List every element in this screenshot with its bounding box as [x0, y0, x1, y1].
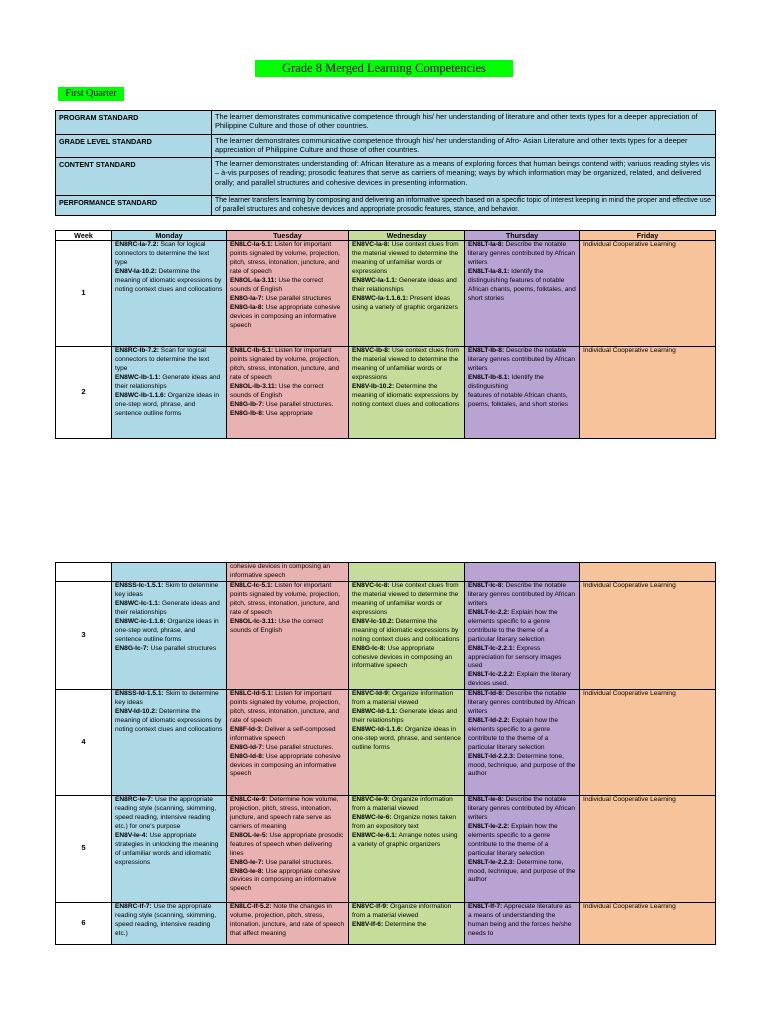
- standard-label: GRADE LEVEL STANDARD: [56, 135, 212, 158]
- tuesday-cell: EN8LC-Ib-5.1: Listen for important points signaled by volume, projection, pitch, stress, intonation, juncture, and rate of speech EN8OL-Ib-3.11: Use the correct sounds of English EN8G-Ib-7: Use parallel structures. EN8G-Ib-8: Use appropriate: [227, 347, 349, 439]
- standard-label: PROGRAM STANDARD: [56, 111, 212, 135]
- header-monday: Monday: [112, 231, 227, 241]
- week-number: 6: [56, 902, 112, 944]
- thursday-cell: EN8LT-Id-8: Describe the notable literary genres contributed by African writers EN8LT-Id-2.2: Explain how the elements specific to a genre contribute to the theme of a particular literary selection EN8LT-Id-2.2.3: Determine tone, mood, technique, and purpose of the author: [465, 689, 580, 795]
- wednesday-cell: EN8VC-Ie-9: Organize information from a material viewed EN8WC-Ie-6: Organize notes taken from an expository text EN8WC-Ie-6.1: Arrange notes using a variety of graphic organizers: [349, 795, 465, 902]
- week-number: 3: [56, 581, 112, 689]
- standards-table: [55, 110, 716, 216]
- friday-cell: Individual Cooperative Learning: [580, 795, 716, 902]
- week-row: [56, 581, 716, 689]
- page-title: Grade 8 Merged Learning Competencies: [255, 60, 513, 77]
- monday-cell: EN8RC-Ia-7.2: Scan for logical connectors to determine the text type EN8V-Ia-10.2: Determine the meaning of idiomatic expressions by noting context clues and collocations: [112, 241, 227, 347]
- standard-row: [56, 135, 716, 158]
- friday-cell: Individual Cooperative Learning: [580, 241, 716, 347]
- standard-label: CONTENT STANDARD: [56, 158, 212, 196]
- monday-cell: [112, 563, 227, 582]
- week-number: 1: [56, 241, 112, 347]
- quarter-label: First Quarter: [58, 87, 124, 101]
- standard-text: The learner demonstrates communicative competence through his/ her understanding of Afro- Asian Literature and other texts types for a deeper appreciation of Philippine Culture and those of other countries.: [212, 135, 716, 158]
- weekly-table-1: [55, 230, 716, 439]
- friday-cell: [580, 563, 716, 582]
- wednesday-cell: EN8VC-If-9: Organize information from a material viewed EN8V-If-6: Determine the: [349, 902, 465, 944]
- tuesday-cell: EN8LC-Ic-5.1: Listen for important points signaled by volume, projection, pitch, stress, intonation, juncture, and rate of speech EN8OL-Ic-3.11: Use the correct sounds of English: [227, 581, 349, 689]
- week-row: [56, 902, 716, 944]
- header-wednesday: Wednesday: [349, 231, 465, 241]
- standard-row: [56, 158, 716, 196]
- tuesday-cell: cohesive devices in composing an informative speech: [227, 563, 349, 582]
- monday-cell: EN8RC-Ie-7: Use the appropriate reading style (scanning, skimming, speed reading, intensive reading etc.) for one's purpose EN8V-Ie-4: Use appropriate strategies in unlocking the meaning of unfamiliar words and idiomatic expressions: [112, 795, 227, 902]
- thursday-cell: EN8LT-Ie-8: Describe the notable literary genres contributed by African writers EN8LT-Ie-2.2: Explain how the elements specific to a genre contribute to the theme of a particular literary selection EN8LT-Ie-2.2.3: Determine tone, mood, technique, and purpose of the author: [465, 795, 580, 902]
- friday-cell: Individual Cooperative Learning: [580, 689, 716, 795]
- tuesday-cell: EN8LC-Id-5.1: Listen for important points signaled by volume, projection, pitch, stress, intonation, juncture, and rate of speech EN8F-Id-3: Deliver a self-composed informative speech EN8G-Id-7: Use parallel structures. EN8G-Id-8: Use appropriate cohesive devices in composing an informative speech: [227, 689, 349, 795]
- week-row: [56, 241, 716, 347]
- wednesday-cell: EN8VC-Id-9: Organize information from a material viewed EN8WC-Id-1.1: Generate ideas and their relationships EN8WC-Id-1.1.6: Organize ideas in one-step word, phrase, and sentence outline forms: [349, 689, 465, 795]
- header-friday: Friday: [580, 231, 716, 241]
- thursday-cell: EN8LT-Ia-8: Describe the notable literary genres contributed by African writers EN8LT-Ia-8.1: Identify the distinguishing features of notable African chants, poems, folktales, and short stories: [465, 241, 580, 347]
- header-row: [56, 231, 716, 241]
- wednesday-cell: [349, 563, 465, 582]
- standard-text: The learner demonstrates understanding of: African literature as a means of exploring forces that human beings contend with; variuos reading styles vis – à-vis purposes of reading; prosodic features that serve as carriers of meaning; ways by which information may be organized, related, and delivered orally; and parallel structures and cohesive devices in presenting information.: [212, 158, 716, 196]
- weekly-table-2: [55, 562, 716, 945]
- week-row: [56, 689, 716, 795]
- header-thursday: Thursday: [465, 231, 580, 241]
- week-number: 5: [56, 795, 112, 902]
- monday-cell: EN8SS-Id-1.5.1: Skim to determine key ideas EN8V-Id-10.2: Determine the meaning of idiomatic expressions by noting context clues and collocations: [112, 689, 227, 795]
- standard-row: [56, 111, 716, 135]
- thursday-cell: EN8LT-Ib-8: Describe the notable literary genres contributed by African writers EN8LT-Ib-8.1: Identify the distinguishing features of notable African chants, poems, folktales, and short stories: [465, 347, 580, 439]
- tuesday-cell: EN8LC-Ie-9: Determine how volume, projection, pitch, stress, intonation, juncture, and speech rate serve as carriers of meaning EN8OL-Ie-5: Use appropriate prosodic features of speech when delivering lines EN8G-Ie-7: Use parallel structures. EN8G-Ie-8: Use appropriate cohesive devices in composing an informative speech: [227, 795, 349, 902]
- tuesday-cell: EN8LC-Ia-5.1: Listen for important points signaled by volume, projection, pitch, stress, intonation, juncture, and rate of speech EN8OL-Ia-3.11: Use the correct sounds of English EN8G-Ia-7: Use parallel structures EN8G-Ia-8: Use appropriate cohesive devices in composing an informative speech: [227, 241, 349, 347]
- standard-text: The learner demonstrates communicative competence through his/ her understanding of literature and other texts types for a deeper appreciation of Philippine Culture and those of other countries.: [212, 111, 716, 135]
- wednesday-cell: EN8VC-Ic-8: Use context clues from the material viewed to determine the meaning of unfamiliar words or expressions EN8V-Ic-10.2: Determine the meaning of idiomatic expressions by noting context clues and collocations EN8G-Ic-8: Use appropriate cohesive devices in composing an informative speech: [349, 581, 465, 689]
- header-tuesday: Tuesday: [227, 231, 349, 241]
- friday-cell: Individual Cooperative Learning: [580, 902, 716, 944]
- monday-cell: EN8RC-If-7: Use the appropriate reading style (scanning, skimming, speed reading, intensive reading etc.): [112, 902, 227, 944]
- week-number: 4: [56, 689, 112, 795]
- week-row: [56, 795, 716, 902]
- thursday-cell: EN8LT-Ic-8: Describe the notable literary genres contributed by African writers EN8LT-Ic-2.2: Explain how the elements specific to a genre contribute to the theme of a particular literary selection EN8LT-Ic-2.2.1: Express appreciation for sensory images used EN8LT-Ic-2.2.2: Explain the literary devices used.: [465, 581, 580, 689]
- week-number: 2: [56, 347, 112, 439]
- header-week: Week: [56, 231, 112, 241]
- tuesday-cell: EN8LC-If-5.2: Note the changes in volume, projection, pitch, stress, intonation, juncture, and rate of speech that affect meaning: [227, 902, 349, 944]
- week-cell: [56, 563, 112, 582]
- standard-row: [56, 196, 716, 216]
- standard-label: PERFORMANCE STANDARD: [56, 196, 212, 216]
- standard-text: The learner transfers learning by composing and delivering an informative speech based on a specific topic of interest keeping in mind the proper and effective use of parallel structures and cohesive devices and appropriate prosodic features, stance, and behavior.: [212, 196, 716, 216]
- friday-cell: Individual Cooperative Learning: [580, 581, 716, 689]
- wednesday-cell: EN8VC-Ia-8: Use context clues from the material viewed to determine the meaning of unfamiliar words or expressions EN8WC-Ia-1.1: Generate ideas and their relationships EN8WC-Ia-1.1.6.1: Present ideas using a variety of graphic organizers: [349, 241, 465, 347]
- thursday-cell: [465, 563, 580, 582]
- friday-cell: Individual Cooperative Learning: [580, 347, 716, 439]
- monday-cell: EN8RC-Ib-7.2: Scan for logical connectors to determine the text type EN8WC-Ib-1.1: Generate ideas and their relationships EN8WC-Ib-1.1.6: Organize ideas in one-step word, phrase, and sentence outline forms: [112, 347, 227, 439]
- thursday-cell: EN8LT-If-7: Appreciate literature as a means of understanding the human being and the forces he/she needs to: [465, 902, 580, 944]
- wednesday-cell: EN8VC-Ib-8: Use context clues from the material viewed to determine the meaning of unfamiliar words or expressions EN8V-Ib-10.2: Determine the meaning of idiomatic expressions by noting context clues and collocations: [349, 347, 465, 439]
- carry-over-row: [56, 563, 716, 582]
- week-row: [56, 347, 716, 439]
- monday-cell: EN8SS-Ic-1.5.1: Skim to determine key ideas EN8WC-Ic-1.1: Generate ideas and their relationships EN8WC-Ic-1.1.6: Organize ideas in one-step word, phrase, and sentence outline forms EN8G-Ic-7: Use parallel structures: [112, 581, 227, 689]
